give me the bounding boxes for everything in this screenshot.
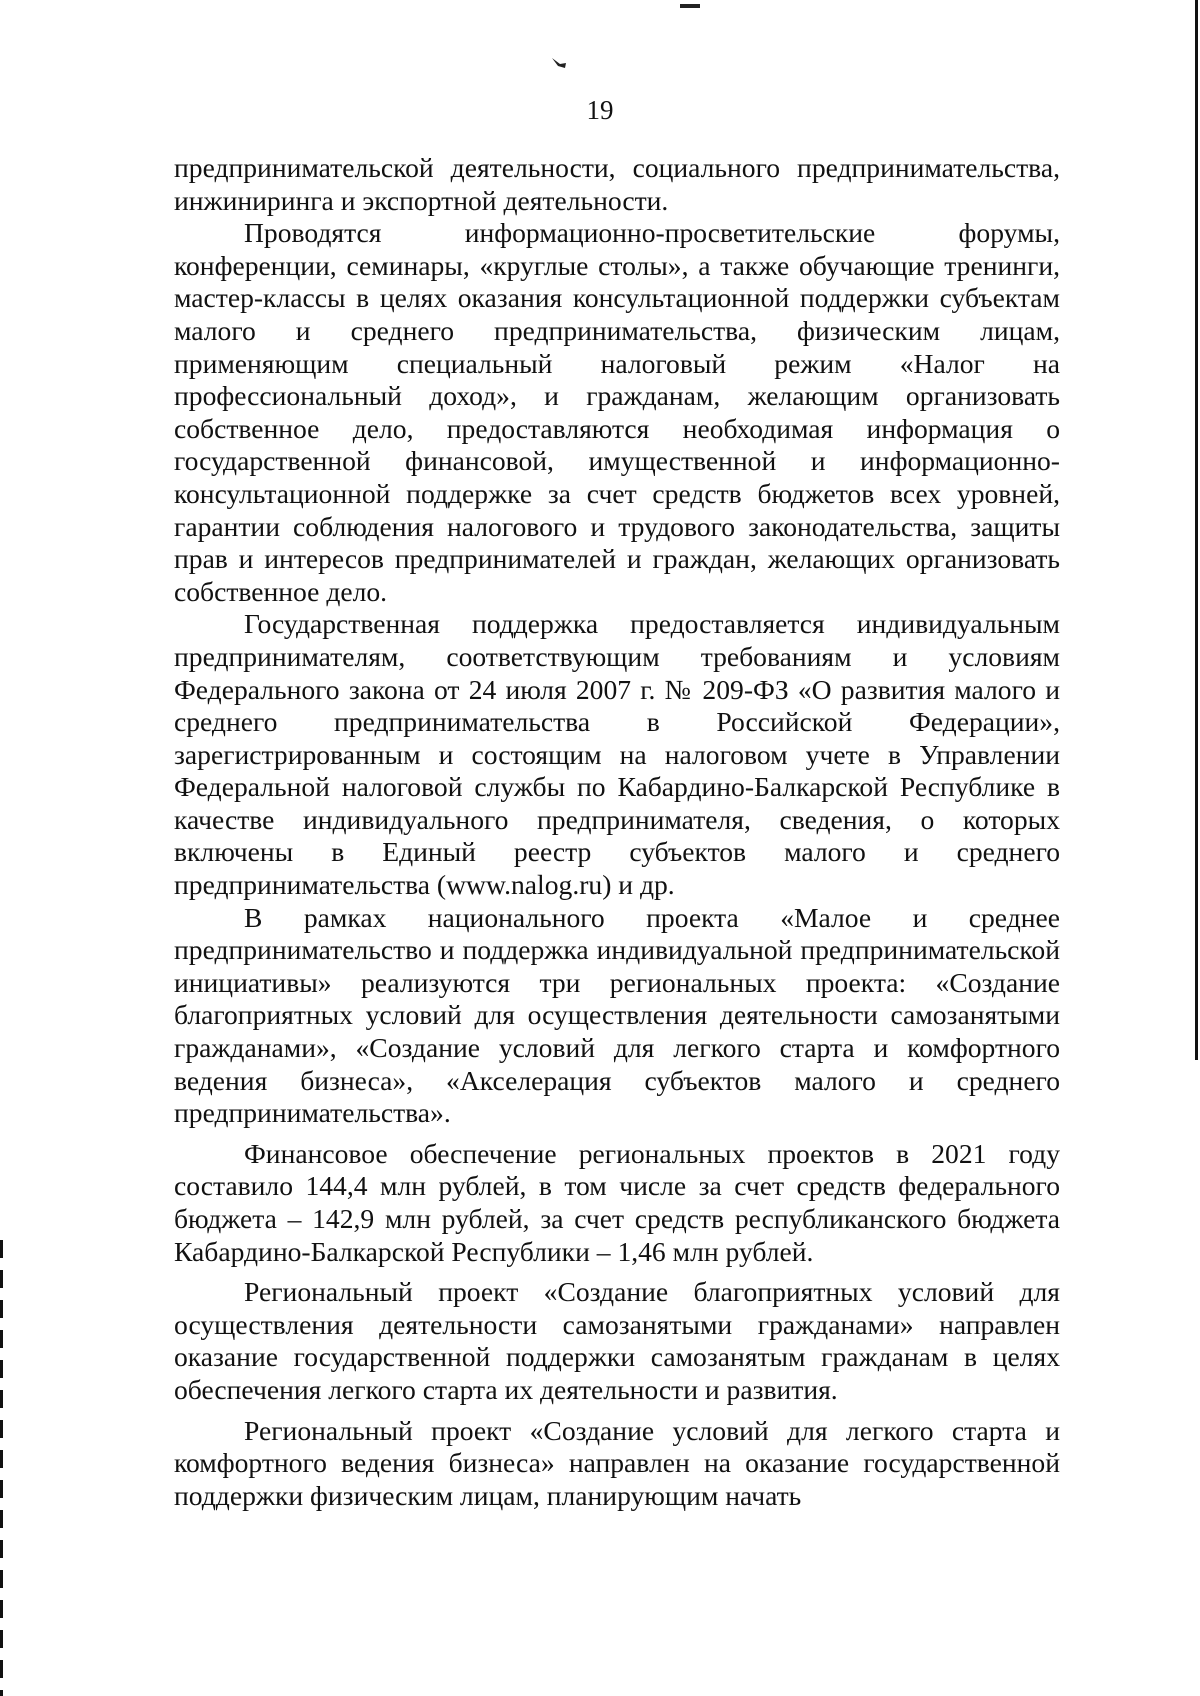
paragraph-state-support: Государственная поддержка предоставляется индивидуальным предпринимателям, соответствующим требованиям и условиям Федерального закона от 24 июля 2007 г. № 209-ФЗ «О развития малого и среднего предпринимательства в Российской Федерации», зарегистрированным и состоящим на налоговом учете в Управлении Федеральной налоговой службы по Кабардино-Балкарской Республике в качестве индивидуального предпринимателя, сведения, о которых включены в Единый реестр субъектов малого и среднего предпринимательства (www.nalog.ru) и др. <box>174 608 1060 901</box>
scan-artifact-mark <box>680 4 700 8</box>
paragraph-easy-start-project: Региональный проект «Создание условий для легкого старта и комфортного ведения бизнеса» направлен на оказание государственной поддержки физическим лицам, планирующим начать <box>174 1414 1060 1511</box>
paragraph-financing: Финансовое обеспечение региональных проектов в 2021 году составило 144,4 млн рублей, в том числе за счет средств федерального бюджета – 142,9 млн рублей, за счет средств республиканского бюджета Кабардино-Балкарской Республики – 1,46 млн рублей. <box>174 1137 1060 1267</box>
scan-edge-left <box>0 1240 3 1696</box>
page-number: 19 <box>586 95 614 125</box>
paragraph-national-project: В рамках национального проекта «Малое и среднее предпринимательство и поддержка индивидуальной предпринимательской инициативы» реализуются три региональных проекта: «Создание благоприятных условий для осуществления деятельности самозанятыми гражданами», «Создание условий для легкого старта и комфортного ведения бизнеса», «Акселерация субъектов малого и среднего предпринимательства». <box>174 901 1060 1129</box>
paragraph-continuation: предпринимательской деятельности, социального предпринимательства, инжиниринга и экспортной деятельности. <box>174 152 1060 216</box>
scan-edge-right <box>1195 0 1198 1060</box>
paragraph-self-employed-project: Региональный проект «Создание благоприятных условий для осуществления деятельности самозанятыми гражданами» направлен оказание государственной поддержки самозанятым гражданам в целях обеспечения легкого старта их деятельности и развития. <box>174 1276 1060 1405</box>
paragraph-forums: Проводятся информационно-просветительские форумы, конференции, семинары, «круглые столы», а также обучающие тренинги, мастер-классы в целях оказания консультационной поддержки субъектам малого и среднего предпринимательства, физическим лицам, применяющим специальный налоговый режим «Налог на профессиональный доход», и гражданам, желающим организовать собственное дело, предоставляются необходимая информация о государственной финансовой, имущественной и информационно-консультационной поддержке за счет средств бюджетов всех уровней, гарантии соблюдения налогового и трудового законодательства, защиты прав и интересов предпринимателей и граждан, желающих организовать собственное дело. <box>174 217 1060 607</box>
document-body <box>174 152 1060 1512</box>
scan-artifact-tick <box>552 58 566 68</box>
